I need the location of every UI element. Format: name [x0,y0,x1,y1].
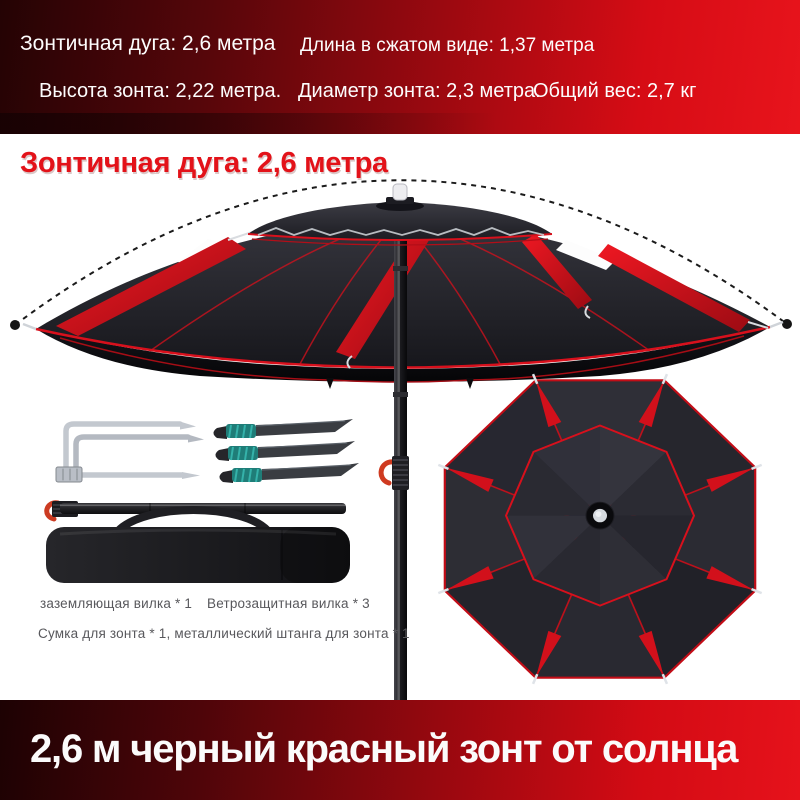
top-spec-banner [0,0,800,134]
windproof-fork-label: Ветрозащитная вилка * 3 [207,596,370,611]
windproof-stakes [214,419,360,483]
carry-bag [46,510,350,583]
spec-arc: Зонтичная дуга: 2,6 метра [20,32,276,55]
spec-compressed-length: Длина в сжатом виде: 1,37 метра [300,35,595,56]
umbrella-top-view [425,362,775,697]
bag-rod-label: Сумка для зонта * 1, металлический штанга для зонта * 1 [38,626,410,641]
spec-height: Высота зонта: 2,22 метра. [39,80,282,102]
grounding-fork [56,422,204,483]
grounding-fork-label: заземляющая вилка * 1 [40,596,193,611]
finial-vent-cap [376,184,424,211]
inner-tier [506,426,694,606]
arc-end-dot-right [782,319,792,329]
footer-banner [0,700,800,800]
page-title: Зонтичная дуга: 2,6 метра [20,147,388,179]
accessories-group [30,405,370,595]
spec-weight: Общий вес: 2,7 кг [533,80,697,102]
arc-end-dot-left [10,320,20,330]
spec-diameter: Диаметр зонта: 2,3 метра. [298,80,541,102]
banner-shadow [0,113,496,134]
footer-title: 2,6 м черный красный зонт от солнца [30,727,738,771]
